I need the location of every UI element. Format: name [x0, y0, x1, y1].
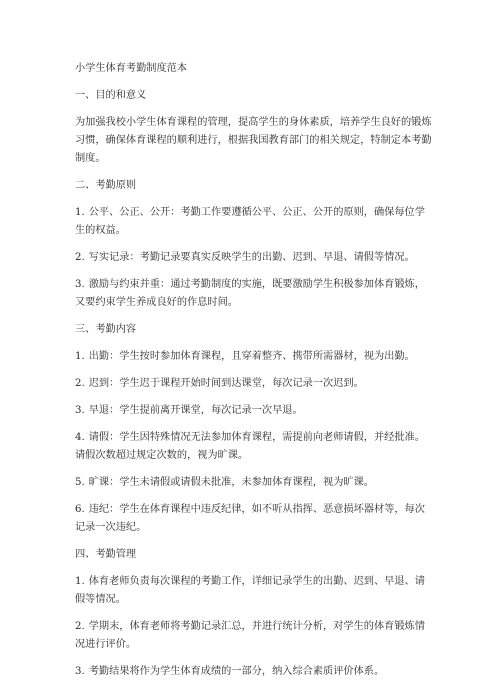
list-item — [75, 573, 432, 609]
item-number: 3. — [75, 279, 85, 290]
list-item — [75, 375, 432, 393]
item-text: 早退：学生提前离开课堂，每次记录一次早退。 — [88, 405, 303, 416]
item-text: 激励与约束并重：通过考勤制度的实施，既要激励学生积极参加体育锻炼，又要约束学生养成良好的作息时间。 — [75, 279, 425, 308]
item-text: 公平、公正、公开：考勤工作要遵循公平、公正、公开的原则，确保每位学生的权益。 — [75, 207, 425, 236]
item-number: 6. — [75, 504, 85, 515]
item-text: 考勤结果将作为学生体育成绩的一部分，纳入综合素质评价体系。 — [88, 666, 385, 677]
item-number: 2. — [75, 378, 85, 389]
item-text: 体育老师负责每次课程的考勤工作，详细记录学生的出勤、迟到、早退、请假等情况。 — [75, 576, 425, 605]
item-text: 学期末，体育老师将考勤记录汇总，并进行统计分析，对学生的体育锻炼情况进行评价。 — [75, 621, 425, 650]
item-text: 写实记录：考勤记录要真实反映学生的出勤、迟到、早退、请假等情况。 — [88, 252, 415, 263]
list-item — [75, 276, 432, 312]
item-number: 5. — [75, 477, 85, 488]
item-text: 请假：学生因特殊情况无法参加体育课程，需提前向老师请假，并经批准。请假次数超过规定次数的，视为旷课。 — [75, 432, 425, 461]
item-number: 1. — [75, 351, 85, 362]
list-item — [75, 663, 432, 681]
list-item — [75, 249, 432, 267]
item-number: 1. — [75, 207, 85, 218]
section-heading-principles: 二、考勤原则 — [75, 180, 137, 191]
item-text: 迟到：学生迟于课程开始时间到达课堂，每次记录一次迟到。 — [88, 378, 364, 389]
item-number: 4. — [75, 432, 85, 443]
item-number: 2. — [75, 252, 85, 263]
list-item — [75, 348, 432, 366]
item-number: 3. — [75, 666, 85, 677]
item-text: 违纪：学生在体育课程中违反纪律，如不听从指挥、恶意损坏器材等，每次记录一次违纪。 — [75, 504, 425, 533]
list-item — [75, 501, 432, 537]
document-title: 小学生体育考勤制度范本 — [75, 63, 188, 74]
item-text: 出勤：学生按时参加体育课程，且穿着整齐、携带所需器材，视为出勤。 — [88, 351, 415, 362]
item-number: 3. — [75, 405, 85, 416]
item-text: 旷课：学生未请假或请假未批准，未参加体育课程，视为旷课。 — [88, 477, 374, 488]
section-heading-purpose: 一、目的和意义 — [75, 90, 147, 101]
item-number: 2. — [75, 621, 85, 632]
section-heading-management: 四、考勤管理 — [75, 549, 137, 560]
list-item — [75, 429, 432, 465]
item-number: 1. — [75, 576, 85, 587]
section-heading-content: 三、考勤内容 — [75, 324, 137, 335]
list-item — [75, 402, 432, 420]
section-paragraph: 为加强我校小学生体育课程的管理，提高学生的身体素质，培养学生良好的锻炼习惯，确保体育课程的顺利进行，根据我国教育部门的相关规定，特制定本考勤制度。 — [75, 117, 432, 164]
list-item — [75, 474, 432, 492]
list-item — [75, 204, 432, 240]
